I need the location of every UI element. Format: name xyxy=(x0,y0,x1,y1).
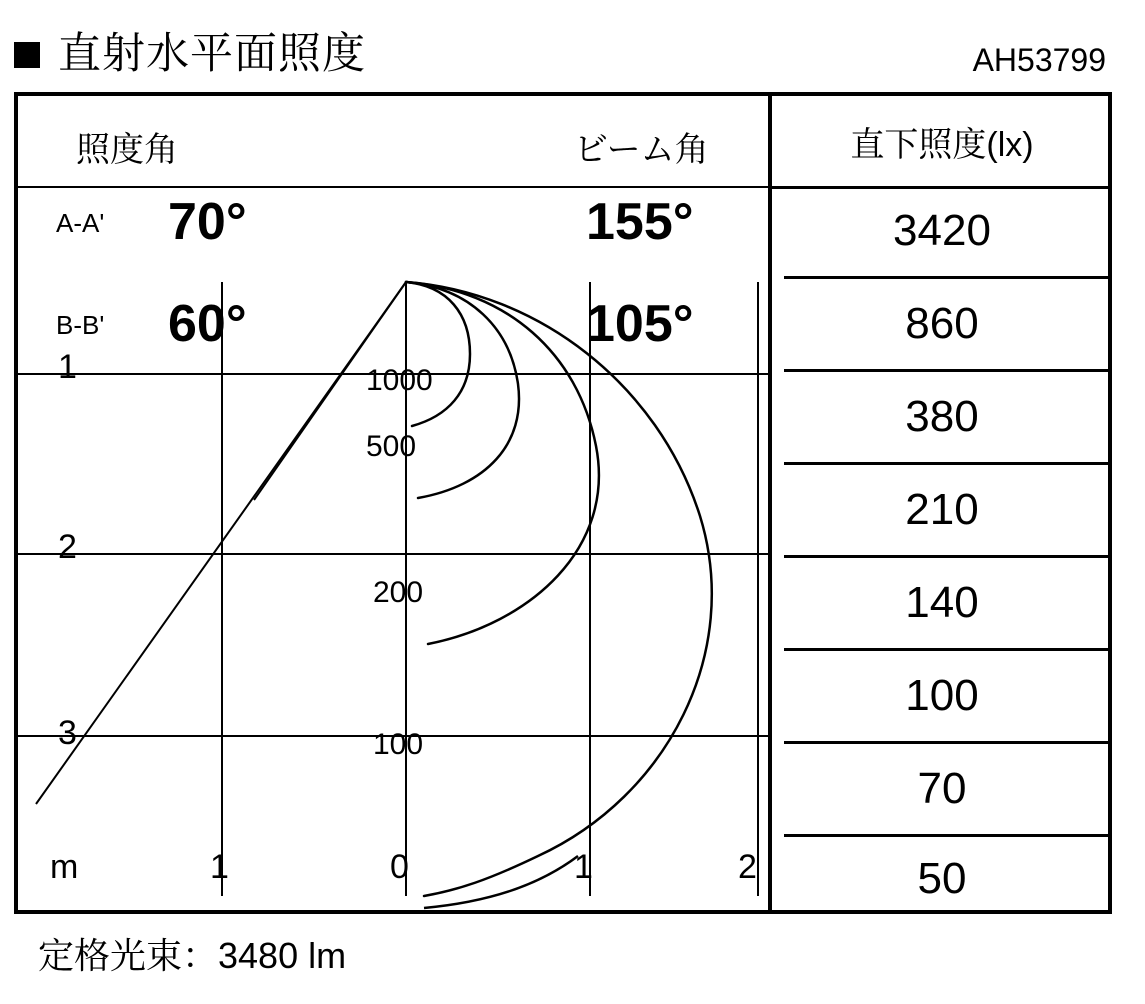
illuminance-contour-plot xyxy=(18,96,768,910)
page-header xyxy=(14,20,1124,82)
contour-label-500: 500 xyxy=(366,430,417,463)
x-axis-unit: m xyxy=(50,848,79,886)
contour-label-200: 200 xyxy=(373,576,424,609)
table-header: 直下照度(lx) xyxy=(850,125,1034,164)
table-row: 3420 xyxy=(893,206,991,255)
direct-illuminance-table xyxy=(772,96,1112,910)
row-label-aa: A-A' xyxy=(56,208,105,238)
contour-label-100: 100 xyxy=(373,728,424,761)
y-axis-tick-1: 1 xyxy=(58,348,77,386)
aa-illuminance-angle: 70° xyxy=(168,193,247,251)
bb-beam-angle: 105° xyxy=(586,295,694,353)
filled-square-icon xyxy=(14,42,40,68)
rated-luminous-flux: 定格光束：3480 lm xyxy=(38,935,347,976)
table-row: 140 xyxy=(905,578,979,627)
beam-angle-header: ビーム角 xyxy=(574,131,709,169)
bb-illuminance-angle: 60° xyxy=(168,295,247,353)
x-axis-tick-right-1: 1 xyxy=(574,848,593,886)
aa-beam-angle: 155° xyxy=(586,193,694,251)
illuminance-angle-header: 照度角 xyxy=(76,131,178,169)
page-title: 直射水平面照度 xyxy=(58,30,366,78)
table-row: 210 xyxy=(905,485,979,534)
table-row: 50 xyxy=(917,854,967,903)
x-axis-tick-0: 0 xyxy=(390,848,409,886)
x-axis-tick-left-1: 1 xyxy=(210,848,229,886)
table-row: 380 xyxy=(905,392,979,441)
figure-frame xyxy=(14,92,1112,914)
chart-panel xyxy=(18,96,768,910)
contour-label-1000: 1000 xyxy=(366,364,433,397)
y-axis-tick-2: 2 xyxy=(58,528,77,566)
x-axis-tick-right-2: 2 xyxy=(738,848,757,886)
product-code: AH53799 xyxy=(972,42,1106,78)
row-label-bb: B-B' xyxy=(56,310,105,340)
table-row: 100 xyxy=(905,671,979,720)
table-row: 860 xyxy=(905,299,979,348)
table-row: 70 xyxy=(917,764,967,813)
y-axis-tick-3: 3 xyxy=(58,714,77,752)
